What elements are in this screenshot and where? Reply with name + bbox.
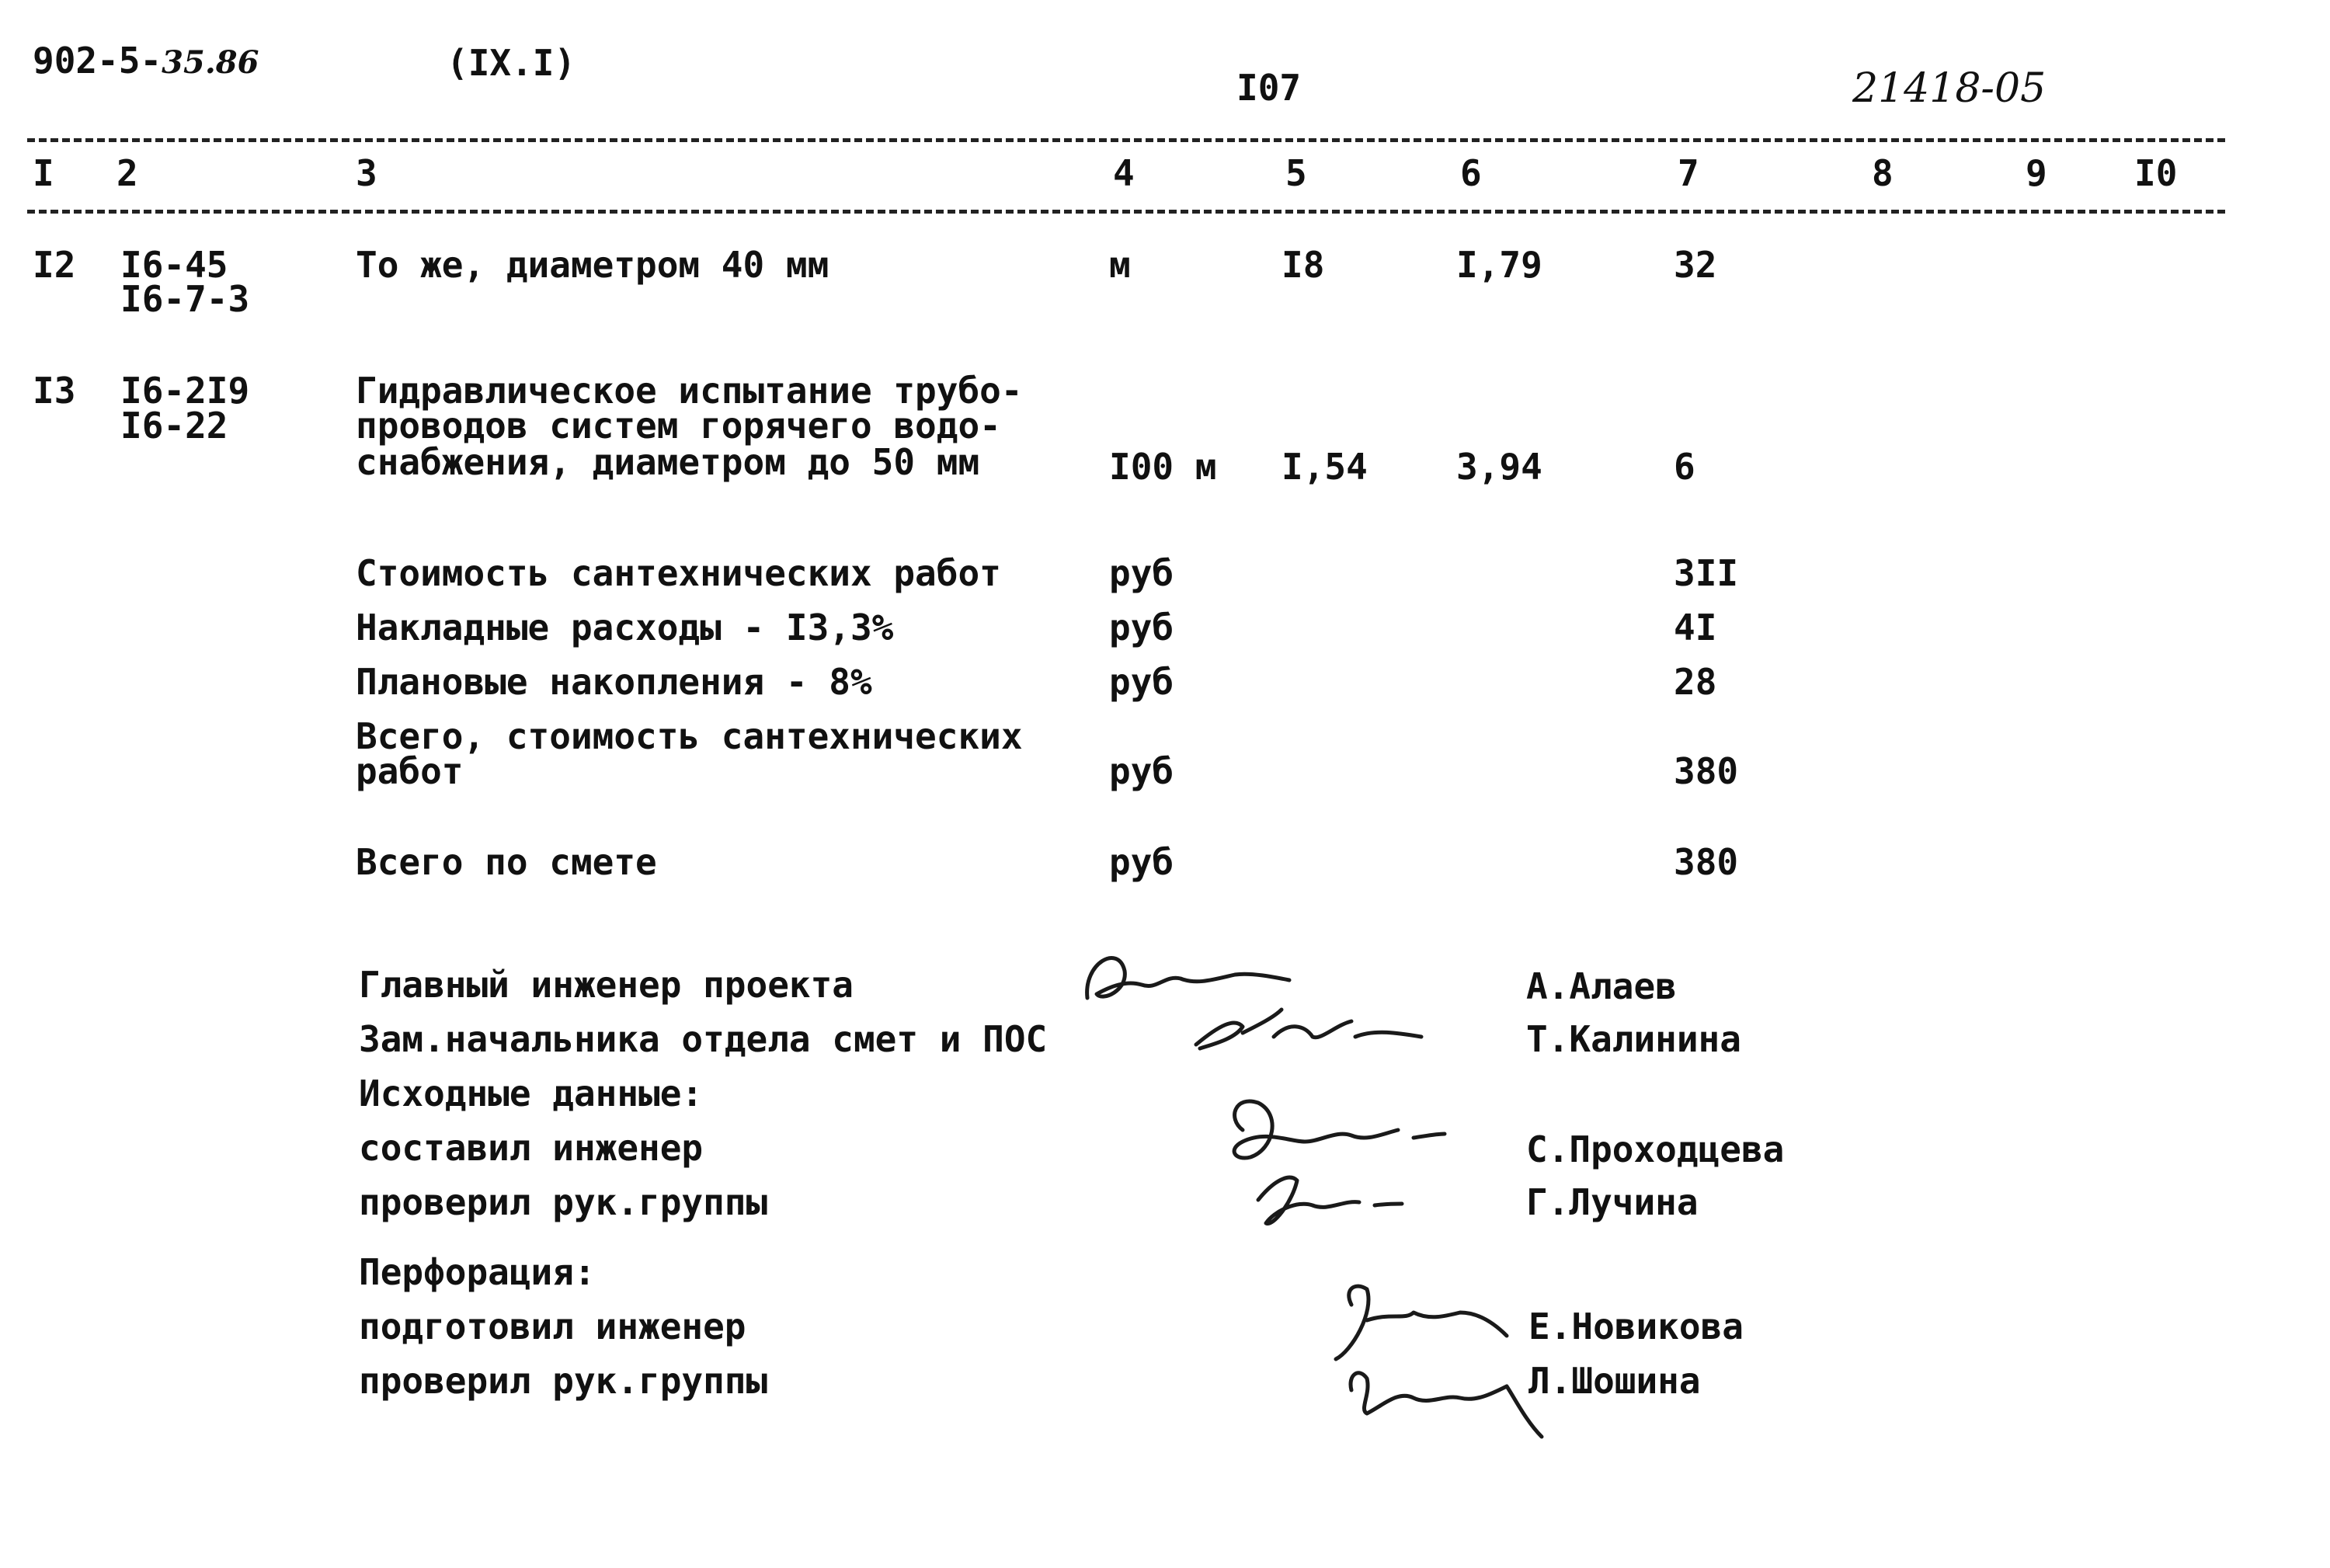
- row-total: 32: [1674, 244, 1717, 286]
- row-code-secondary: I6-7-3: [120, 278, 250, 320]
- row-unit-price: 3,94: [1456, 446, 1542, 488]
- summary-label-line-2: работ: [356, 750, 464, 792]
- summary-label: Стоимость сантехнических работ: [356, 552, 1001, 594]
- signature-name: Т.Калинина: [1526, 1018, 1741, 1060]
- inventory-number: 21418-05: [1852, 65, 2047, 112]
- doc-code-handwritten: 35.86: [162, 44, 259, 81]
- col-header-10: I0: [2134, 152, 2178, 194]
- row-unit: I00 м: [1109, 446, 1217, 488]
- signature-role: проверил рук.группы: [359, 1360, 768, 1402]
- summary-unit: руб: [1109, 750, 1174, 792]
- signature-section-heading: Перфорация:: [359, 1251, 596, 1293]
- summary-value: 28: [1674, 661, 1717, 703]
- col-header-5: 5: [1285, 152, 1307, 194]
- row-description-line-2: проводов систем горячего водо-: [356, 405, 1001, 447]
- signature-role: Главный инженер проекта: [359, 964, 854, 1006]
- summary-value: 380: [1674, 841, 1739, 883]
- row-unit-price: I,79: [1456, 244, 1542, 286]
- row-unit: м: [1109, 244, 1131, 286]
- col-header-4: 4: [1113, 152, 1135, 194]
- row-quantity: I8: [1282, 244, 1325, 286]
- summary-label: Всего по смете: [356, 841, 657, 883]
- signature-name: Е.Новикова: [1528, 1306, 1744, 1347]
- signature-role: составил инженер: [359, 1127, 704, 1169]
- signature-role: подготовил инженер: [359, 1306, 746, 1347]
- row-number: I3: [33, 370, 76, 412]
- page-number: I07: [1236, 67, 1302, 109]
- signature-name: Г.Лучина: [1526, 1181, 1699, 1223]
- row-number: I2: [33, 244, 76, 286]
- summary-label-line-1: Всего, стоимость сантехнических: [356, 715, 1023, 757]
- summary-label: Плановые накопления - 8%: [356, 661, 872, 703]
- section-number: (IX.I): [447, 42, 576, 84]
- summary-value: 4I: [1674, 607, 1717, 648]
- col-header-1: I: [33, 152, 54, 194]
- row-code: I6-2I9: [120, 370, 250, 412]
- col-header-9: 9: [2026, 152, 2047, 194]
- summary-value: 380: [1674, 750, 1739, 792]
- signature-section-heading: Исходные данные:: [359, 1073, 704, 1114]
- summary-label: Накладные расходы - I3,3%: [356, 607, 894, 648]
- signature-name: С.Проходцева: [1526, 1128, 1785, 1170]
- col-header-7: 7: [1678, 152, 1699, 194]
- signature-name: Л.Шошина: [1528, 1360, 1701, 1402]
- signature-role: проверил рук.группы: [359, 1181, 768, 1223]
- row-code-secondary: I6-22: [120, 405, 228, 447]
- summary-unit: руб: [1109, 661, 1174, 703]
- row-quantity: I,54: [1282, 446, 1368, 488]
- col-header-2: 2: [116, 152, 138, 194]
- col-header-8: 8: [1872, 152, 1894, 194]
- col-header-6: 6: [1460, 152, 1482, 194]
- signature-role: Зам.начальника отдела смет и ПОС: [359, 1018, 1048, 1060]
- summary-unit: руб: [1109, 841, 1174, 883]
- summary-value: 3II: [1674, 552, 1739, 594]
- row-description: То же, диаметром 40 мм: [356, 244, 829, 286]
- row-description-line-1: Гидравлическое испытание трубо-: [356, 370, 1023, 412]
- summary-unit: руб: [1109, 607, 1174, 648]
- row-code: I6-45: [120, 244, 228, 286]
- signature-name: А.Алаев: [1526, 965, 1677, 1007]
- doc-code-typed: 902-5-: [33, 40, 162, 82]
- row-total: 6: [1674, 446, 1695, 488]
- col-header-3: 3: [356, 152, 377, 194]
- row-description-line-3: снабжения, диаметром до 50 мм: [356, 441, 980, 483]
- summary-unit: руб: [1109, 552, 1174, 594]
